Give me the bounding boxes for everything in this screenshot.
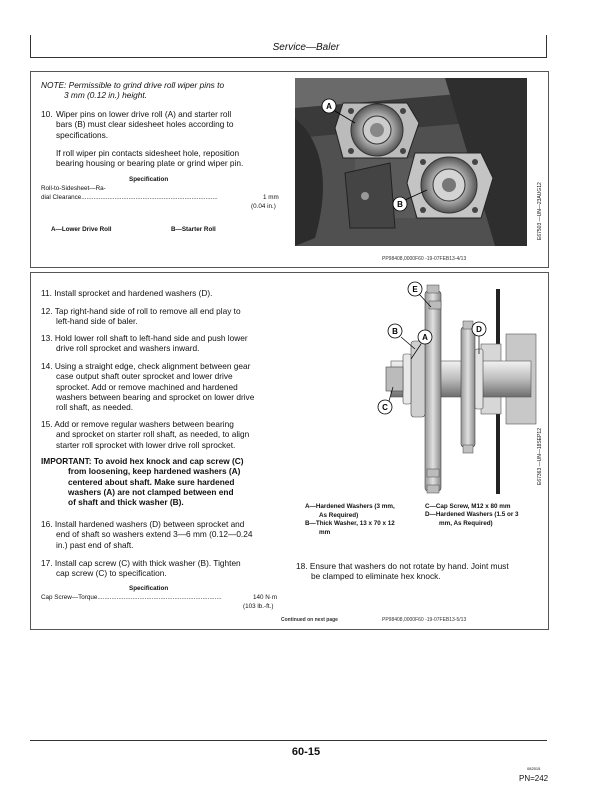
legend2-c: C—Cap Screw, M12 x 80 mm [425,503,511,510]
photo1-callout-a: A [326,102,332,111]
legend2-a-line-1: A—Hardened Washers (3 mm, [305,503,395,510]
step-18-number: 18. [296,561,308,571]
legend2-b-line-1: B—Thick Washer, 13 x 70 x 12 [305,520,395,527]
step-14-line-5: roll shaft, as needed. [56,402,134,413]
step-10-number: 10. [41,109,53,119]
step-15-line-2: and sprocket on starter roll shaft, as needed, to align [56,429,250,440]
step-17-number: 17. [41,558,53,568]
spec-value-imperial: (0.04 in.) [251,203,276,210]
page-number: 60-15 [291,746,321,758]
spec2-leader-dots: ....................................................................... [97,594,222,601]
step-16-number: 16. [41,519,53,529]
legend-a: A—Lower Drive Roll [51,226,112,233]
spec2-heading: Specification [129,585,169,592]
note-line-1: NOTE: Permissible to grind drive roll wiper pins to [41,80,225,90]
important-notice [41,456,244,507]
spec2-value-imperial: (103 lb.-ft.) [243,603,274,610]
step-10-line-1: Wiper pins on lower drive roll (A) and starter roll [56,109,232,119]
spec-label-text: dial Clearance [41,194,82,201]
spec2-label: Cap Screw—Torque [41,594,98,601]
important-line-2: from loosening, keep hardened washers (A) [68,466,241,477]
spec-label-line-2 [41,194,267,201]
step-10-sub-line-1: If roll wiper pin contacts sidesheet hole, reposition [56,148,240,158]
spec2-value: 140 N·m [253,594,278,601]
step-13-number: 13. [41,333,53,343]
step-10-line-2: bars (B) must clear sidesheet holes according to [56,119,234,130]
important-line-1: IMPORTANT: To avoid hex knock and cap screw (C) [41,456,244,466]
sprocket-assembly-diagram [331,279,537,501]
step-10 [41,109,291,140]
section-wiper-pins [30,71,549,268]
legend2-b-line-2: mm [319,528,331,536]
section1-footer-ref: PP98408,0000F60 -19-07FEB13-4/13 [382,256,467,262]
step-14-line-2: case output shaft outer sprocket and lower drive [56,371,233,382]
spec-heading: Specification [129,176,169,183]
page-header-title: Service—Baler [272,42,340,53]
diagram-callout-c: C [382,403,388,412]
step-18-line-2: be clamped to eliminate hex knock. [311,571,441,582]
legend2-d-line-1: D—Hardened Washers (1.5 or 3 [425,511,519,518]
step-12-line-1: Tap right-hand side of roll to remove all end play to [54,306,241,316]
important-line-3: centered about shaft. Make sure hardened [68,476,235,487]
photo1-callout-b: B [397,200,403,209]
step-10-line-3: specifications. [56,129,109,140]
step-17-line-2: cap screw (C) to specification. [56,568,167,579]
important-line-5: of shaft and thick washer (B). [68,497,184,508]
legend2-a-line-2: As Required) [319,511,359,519]
diagram-callout-a: A [422,333,428,342]
step-17 [41,558,241,579]
spec-label-line-1: Roll-to-Sidesheet—Ra- [41,185,106,192]
step-12-number: 12. [41,306,53,316]
step-14-line-4: washers between bearing and sprocket on lower drive [56,391,255,402]
diagram-image-code: E67363 —UN—18SEP12 [537,428,543,485]
step-15-number: 15. [41,419,53,429]
section2-footer-ref: PP98408,0000F60 -19-07FEB13-5/13 [382,617,467,623]
footer-pn: PN=242 [519,774,549,783]
step-16-line-3: in.) past end of shaft. [56,539,134,550]
footer-rule [30,740,547,741]
step-18-line-1: Ensure that washers do not rotate by hand. Joint must [309,561,509,571]
photo1-image-code: E67503 —UN—23AUG12 [537,182,543,240]
step-12-line-2: left-hand side of baler. [56,316,138,327]
step-14-line-3: sprocket. Add or remove machined and hardened [56,381,238,392]
legend2-b [305,520,395,537]
diagram-callout-b: B [392,327,398,336]
step-15-line-3: starter roll sprocket with lower drive roll sprocket. [56,439,236,450]
spec-value: 1 mm [263,194,279,201]
step-15-line-1: Add or remove regular washers between bearing [54,419,234,429]
step-15 [41,419,249,450]
step-11-text: Install sprocket and hardened washers (D). [54,288,213,298]
step-18 [296,561,509,582]
diagram-callout-d: D [476,325,482,334]
step-13-line-1: Hold lower roll shaft to left-hand side and push lower [54,333,248,343]
important-line-4: washers (A) are not clamped between end [68,486,234,497]
step-14-number: 14. [41,361,53,371]
step-11-number: 11. [41,288,52,298]
continued-note: Continued on next page [281,617,338,623]
step-16-line-2: end of shaft so washers extend 3—6 mm (0.12—0.24 [56,529,253,540]
step-13 [41,333,248,354]
step-14 [41,361,254,412]
legend-b: B—Starter Roll [171,226,216,233]
section-sprocket-install [30,272,549,630]
drive-roll-photo [295,78,527,246]
step-10-sub-line-2: bearing housing or bearing plate or grind wiper pin. [56,158,244,168]
header-rule [30,57,547,58]
step-16 [41,519,252,550]
step-14-line-1: Using a straight edge, check alignment between gear [54,361,251,371]
diagram-callout-e: E [412,285,418,294]
step-16-line-1: Install hardened washers (D) between sprocket and [54,519,245,529]
spec2-label-row [41,594,257,601]
step-12 [41,306,241,327]
step-13-line-2: drive roll sprocket and washers inward. [56,343,200,354]
footer-code: 082515 [527,766,541,771]
legend2-d-line-2: mm, As Required) [439,519,493,527]
legend2-a [305,503,395,520]
spec-leader-dots: .............................................................................. [81,194,218,201]
step-11 [41,288,212,298]
legend2-d [425,511,519,528]
step-17-line-1: Install cap screw (C) with thick washer (B). Tighten [54,558,241,568]
note-line-2: 3 mm (0.12 in.) height. [64,90,148,100]
